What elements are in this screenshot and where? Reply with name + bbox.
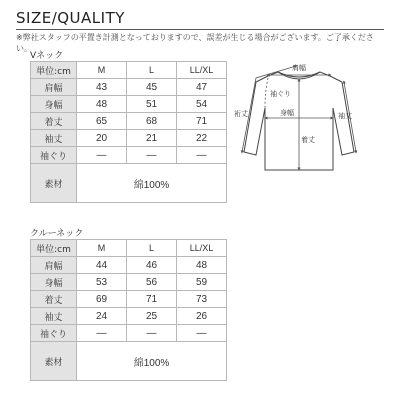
shirt-measurement-diagram bbox=[234, 58, 364, 176]
cell-value: 53 bbox=[77, 274, 127, 291]
cell-value: 56 bbox=[127, 274, 177, 291]
cell-value: — bbox=[177, 147, 227, 164]
table-row bbox=[31, 291, 227, 308]
material-value: 綿100% bbox=[77, 164, 227, 203]
cell-value: 71 bbox=[177, 113, 227, 130]
material-label: 素材 bbox=[31, 342, 77, 381]
table-row bbox=[31, 257, 227, 274]
unit-label: 単位:cm bbox=[31, 62, 77, 79]
cell-value: 47 bbox=[177, 79, 227, 96]
size-llxl-header: LL/XL bbox=[177, 62, 227, 79]
cell-value: 68 bbox=[127, 113, 177, 130]
cell-value: 51 bbox=[127, 96, 177, 113]
row-label: 袖丈 bbox=[31, 308, 77, 325]
shoulder-label: 肩幅 bbox=[292, 64, 306, 72]
table-row bbox=[31, 96, 227, 113]
row-label: 着丈 bbox=[31, 291, 77, 308]
cell-value: — bbox=[127, 325, 177, 342]
cell-value: — bbox=[77, 147, 127, 164]
cell-value: 22 bbox=[177, 130, 227, 147]
row-label: 肩幅 bbox=[31, 79, 77, 96]
table-row bbox=[31, 79, 227, 96]
table-row bbox=[31, 308, 227, 325]
material-row bbox=[31, 342, 227, 381]
size-m-header: M bbox=[77, 240, 127, 257]
unit-label: 単位:cm bbox=[31, 240, 77, 257]
table-header-row bbox=[31, 240, 227, 257]
length-label: 着丈 bbox=[301, 136, 315, 144]
cell-value: 73 bbox=[177, 291, 227, 308]
table-row bbox=[31, 325, 227, 342]
cell-value: 24 bbox=[77, 308, 127, 325]
table-row bbox=[31, 113, 227, 130]
cell-value: 43 bbox=[77, 79, 127, 96]
size-llxl-header: LL/XL bbox=[177, 240, 227, 257]
size-table-crewneck bbox=[30, 239, 227, 381]
page-title: SIZE/QUALITY bbox=[16, 9, 125, 27]
row-label: 身幅 bbox=[31, 96, 77, 113]
cell-value: 59 bbox=[177, 274, 227, 291]
table-row bbox=[31, 130, 227, 147]
cell-value: 21 bbox=[127, 130, 177, 147]
cell-value: — bbox=[77, 325, 127, 342]
material-label: 素材 bbox=[31, 164, 77, 203]
cell-value: 54 bbox=[177, 96, 227, 113]
cell-value: 71 bbox=[127, 291, 177, 308]
table-header-row bbox=[31, 62, 227, 79]
table-row bbox=[31, 147, 227, 164]
sleeve-right-label: 袖丈 bbox=[338, 112, 352, 120]
title-divider bbox=[16, 29, 384, 30]
row-label: 袖ぐり bbox=[31, 147, 77, 164]
size-m-header: M bbox=[77, 62, 127, 79]
armhole-label: 袖ぐり bbox=[270, 90, 291, 98]
cell-value: 26 bbox=[177, 308, 227, 325]
cell-value: — bbox=[127, 147, 177, 164]
cell-value: 48 bbox=[177, 257, 227, 274]
section-label-crewneck: クルーネック bbox=[30, 229, 84, 239]
cell-value: 65 bbox=[77, 113, 127, 130]
material-value: 綿100% bbox=[77, 342, 227, 381]
cell-value: 25 bbox=[127, 308, 177, 325]
cell-value: 69 bbox=[77, 291, 127, 308]
cell-value: — bbox=[177, 325, 227, 342]
size-l-header: L bbox=[127, 62, 177, 79]
row-label: 身幅 bbox=[31, 274, 77, 291]
row-label: 着丈 bbox=[31, 113, 77, 130]
cell-value: 48 bbox=[77, 96, 127, 113]
cell-value: 45 bbox=[127, 79, 177, 96]
measurement-note: ※弊社スタッフの平置き計測となっておりますので、誤差が生じる場合がございます。ご了承ください。 bbox=[16, 33, 374, 53]
width-label: 身幅 bbox=[280, 109, 294, 117]
material-row bbox=[31, 164, 227, 203]
table-row bbox=[31, 274, 227, 291]
row-label: 袖丈 bbox=[31, 130, 77, 147]
size-l-header: L bbox=[127, 240, 177, 257]
cell-value: 44 bbox=[77, 257, 127, 274]
row-label: 袖ぐり bbox=[31, 325, 77, 342]
cell-value: 46 bbox=[127, 257, 177, 274]
size-table-vneck bbox=[30, 61, 227, 203]
row-label: 肩幅 bbox=[31, 257, 77, 274]
section-label-vneck: Vネック bbox=[30, 51, 64, 61]
cell-value: 20 bbox=[77, 130, 127, 147]
sleeve-left-label: 裄丈 bbox=[234, 110, 248, 118]
